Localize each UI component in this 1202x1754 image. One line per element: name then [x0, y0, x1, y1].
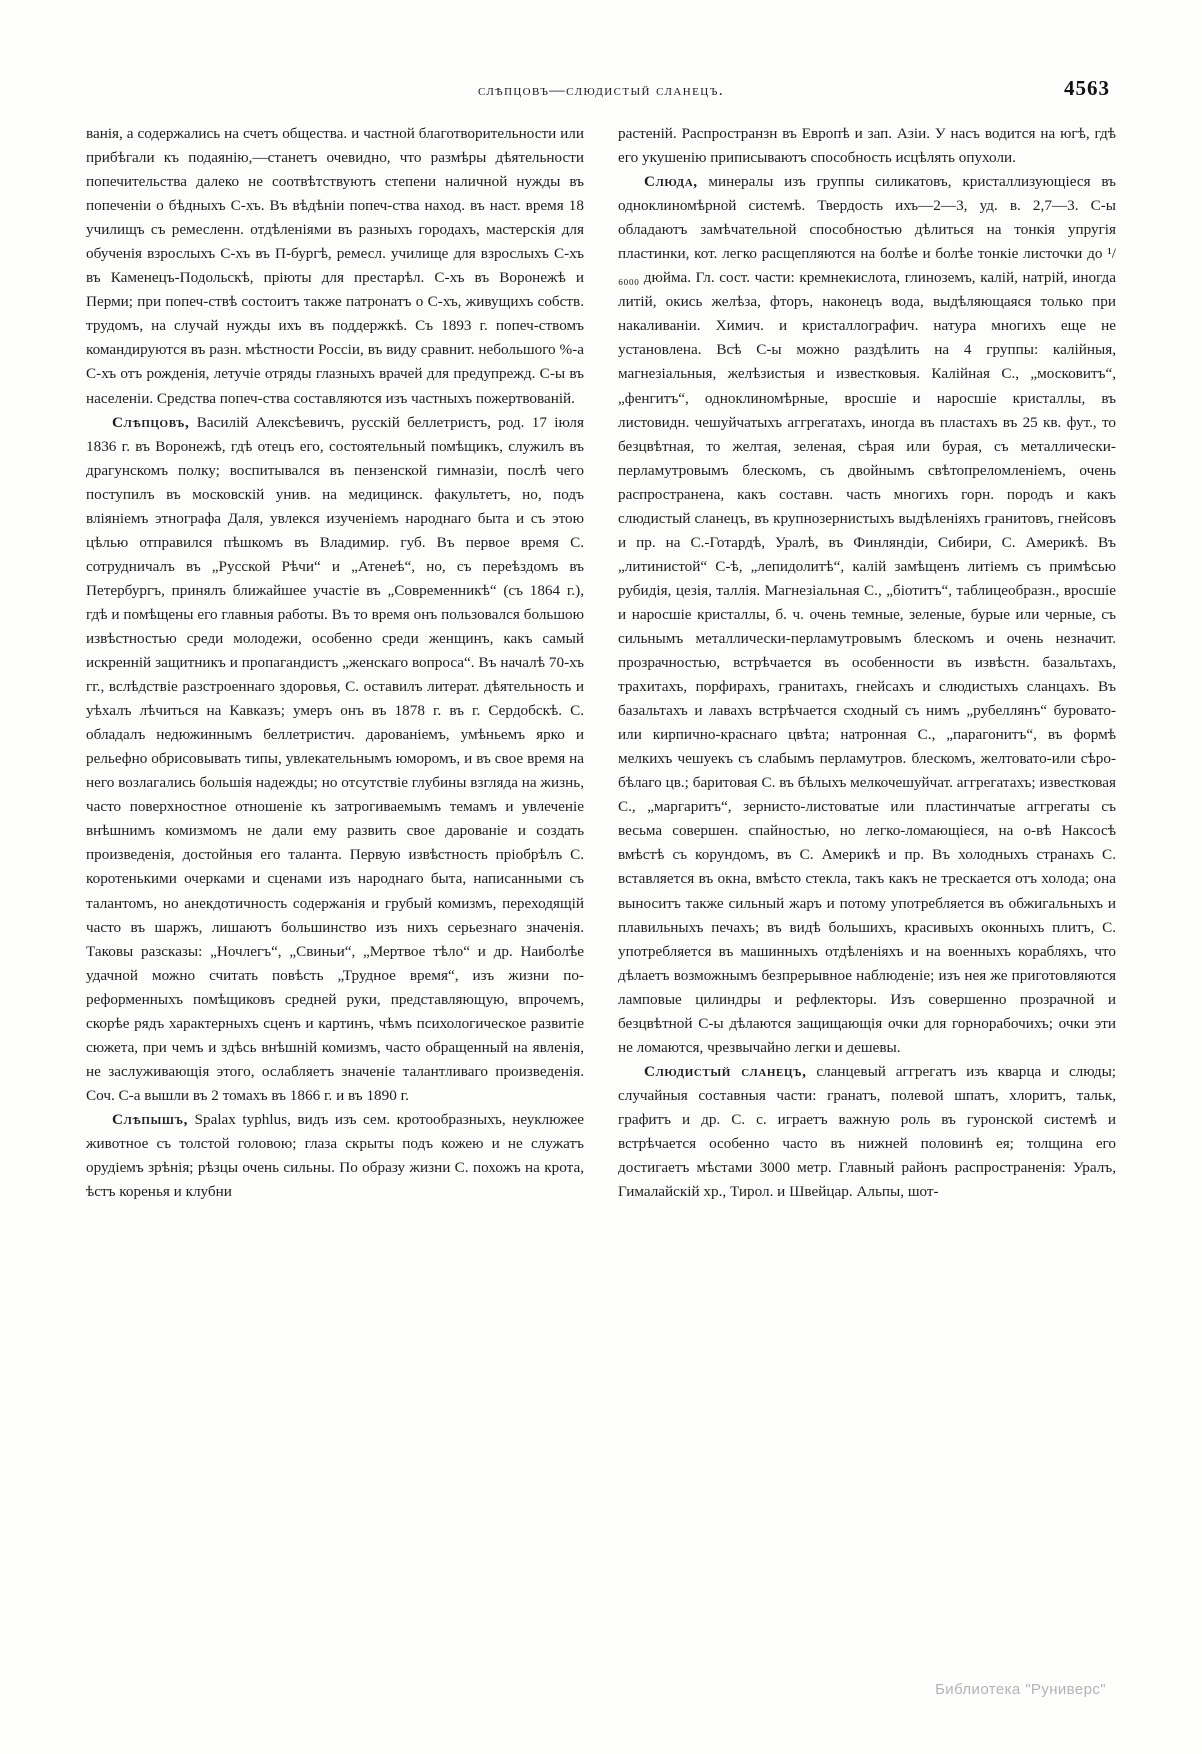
paragraph-continuation: ванія, а содержались на счетъ общества. и частной благотворительности или прибѣгали къ подаянію,—станетъ очевидно, что размѣры дѣятельности попечительства далеко не соотвѣтствуютъ степени наличной нужды въ попеченіи о бѣдныхъ С-хъ. Въ вѣдѣніи попеч-ства наход. въ наст. время 18 училищъ съ ремесленн. отдѣленіями въ разныхъ городахъ, мастерскія для обученія взрослыхъ С-хъ въ П-бургѣ, ремесл. училище для взрослыхъ С-хъ въ Каменецъ-Подольскѣ, пріюты для престарѣл. С-хъ въ Воронежѣ и Перми; при попеч-ствѣ состоитъ также патронатъ о С-хъ, живущихъ собств. трудомъ, на случай нужды ихъ въ поддержкѣ. Съ 1893 г. попеч-ствомъ командируются въ разн. мѣстности Россіи, въ виду сравнит. небольшого %-а С-хъ отъ рожденія, летучіе отряды глазныхъ врачей для предупрежд. С-ы въ населеніи. Средства попеч-ства составляются изъ частныхъ пожертвованій.: [86, 125, 584, 407]
library-watermark: Библиотека "Руниверс": [935, 1681, 1106, 1698]
paragraph-continuation: растеній. Распространзн въ Европѣ и зап. Азіи. У насъ водится на югѣ, гдѣ его укушенію приписываютъ способность исцѣлять опухоли.: [618, 125, 1116, 167]
entry-slepysh: Слѣпышъ, Spalax typhlus, видъ изъ сем. кротообразныхъ, неуклюжее животное съ толстой головою; глаза скрыты подъ кожею и не служатъ орудіемъ зрѣнія; рѣзцы очень сильны. По образу жизни С. похожъ на крота, ѣстъ коренья и клубни: [86, 1110, 584, 1201]
entry-slepcov: Слѣпцовъ, Василій Алексѣевичъ, русскій беллетристъ, род. 17 іюля 1836 г. въ Воронежѣ, гдѣ отецъ его, состоятельный помѣщикъ, служилъ въ драгунскомъ полку; воспитывался въ пензенской гимназіи, послѣ чего поступилъ въ московскій унив. на медицинск. факультетъ, но, подъ вліяніемъ этнографа Даля, увлекся изученіемъ народнаго быта и съ этою цѣлью отправился пѣшкомъ въ Владимир. губ. Въ первое время С. сотрудничалъ въ „Русской Рѣчи“ и „Атенеѣ“, но, съ переѣздомъ въ Петербургъ, принялъ ближайшее участіе въ „Современникѣ“ (съ 1864 г.), гдѣ и помѣщены его главныя работы. Въ то время онъ пользовался большою извѣстностью среди молодежи, особенно среди женщинъ, какъ самый искренній защитникъ и пропагандистъ „женскаго вопроса“. Въ началѣ 70-хъ гг., вслѣдствіе разстроеннаго здоровья, С. оставилъ литерат. дѣятельность и уѣхалъ лѣчиться на Кавказъ; умеръ онъ въ 1878 г. въ г. Сердобскѣ. С. обладалъ недюжиннымъ беллетристич. дарованіемъ, умѣньемъ ярко и рельефно обрисовывать типы, увлекательнымъ юморомъ, и въ свое время на него возлагались большія надежды; но отсутствіе глубины взгляда на жизнь, часто поверхностное отношеніе къ затрогиваемымъ темамъ и увлеченіе внѣшнимъ комизмомъ не дали ему развить свое дарованіе и создать произведенія, достойныя его таланта. Первую извѣстность пріобрѣлъ С. коротенькими очерками и сценами изъ народнаго быта, написанными съ талантомъ, но анекдотичность содержанія и грубый комизмъ, переходящій часто въ шаржъ, лишаютъ большинство изъ нихъ серьезнаго значенія. Таковы разсказы: „Ночлегъ“, „Свиньи“, „Мертвое тѣло“ и др. Наиболѣе удачной можно считать повѣсть „Трудное время“, изъ жизни по-реформенныхъ помѣщиковъ средней руки, представляющую, впрочемъ, скорѣе рядъ характерныхъ сценъ и картинъ, чѣмъ психологическое развитіе сюжета, при чемъ и здѣсь внѣшній комизмъ, часто обращенный на явленія, не заслуживающія этого, ослабляетъ значеніе талантливаго произведенія. Соч. С-а вышли въ 2 томахъ въ 1866 г. и въ 1890 г.: [86, 413, 584, 1104]
running-title: слѣпцовъ—слюдистый сланецъ.: [477, 82, 725, 99]
page-number: 4563: [1064, 76, 1110, 100]
two-column-body: [86, 122, 1116, 1522]
left-column: [86, 122, 584, 1522]
entry-slyudistiy-slanets: Слюдистый сланецъ, сланцевый аггрегатъ изъ кварца и слюды; случайныя составныя части: гранатъ, полевой шпатъ, хлоритъ, тальк, графитъ и др. С. с. играетъ важную роль въ гуронской системѣ и встрѣчается особенно часто въ нижней половинѣ ея; толщина его достигаетъ мѣстами 3000 метр. Главный районъ распространенія: Уралъ, Гималайскій хр., Тирол. и Швейцар. Альпы, шот-: [618, 1062, 1116, 1201]
page-header: [92, 76, 1110, 106]
entry-slyuda: Слюда, минералы изъ группы силикатовъ, кристаллизующіеся въ одноклиномѣрной системѣ. Твердость ихъ—2—3, уд. в. 2,7—3. С-ы обладаютъ замѣчательной способностью дѣлиться на тонкія упругія пластинки, кот. легко расщепляются на болѣе и болѣе тонкіе листочки до ¹/₆₀₀₀ дюйма. Гл. сост. части: кремнекислота, глиноземъ, калій, натрій, иногда литій, окись желѣза, фторъ, наконецъ вода, выдѣляющаяся только при накаливаніи. Химич. и кристаллографич. натура многихъ еще не установлена. Всѣ С-ы можно раздѣлить на 4 группы: калійныя, магнезіальныя, желѣзистыя и известковыя. Калійная С., „московитъ“, „фенгитъ“, одноклиномѣрные, вросшіе и наросшіе кристаллы, въ листовидн. чешуйчатыхъ аггрегатахъ, иногда въ пластахъ въ 25 кв. фут., то безцвѣтная, то желтая, зеленая, сѣрая или бурая, съ металлически-перламутровымъ блескомъ, съ двойнымъ свѣтопреломленіемъ, очень распространена, какъ составн. часть многихъ горн. породъ и какъ слюдистый сланецъ, въ крупнозернистыхъ выдѣленіяхъ гранитовъ, гнейсовъ и пр. на С.-Готардѣ, Уралѣ, въ Финляндіи, Сибири, С. Америкѣ. Въ „литинистой“ С-ѣ, „лепидолитѣ“, калій замѣщенъ литіемъ съ примѣсью рубидія, цезія, таллія. Магнезіальная С., „біотитъ“, таблицеобразн., вросшіе и наросшіе кристаллы, б. ч. очень темные, зеленые, бурые или черные, съ сильнымъ металлически-перламутровымъ блескомъ и очень незначит. прозрачностью, встрѣчается въ особенности въ извѣстн. базальтахъ, трахитахъ, порфирахъ, гранитахъ, гнейсахъ и слюдистыхъ сланцахъ. Въ базальтахъ и лавахъ встрѣчается сходный съ нимъ „рубеллянъ“ буровато-или кирпично-краснаго цвѣта; натронная С., „парагонитъ“, въ формѣ мелкихъ чешуекъ съ слабымъ перламутров. блескомъ, желтовато-или сѣро-бѣлаго цв.; баритовая С. въ бѣлыхъ мелкочешуйчат. аггрегатахъ; известковая С., „маргаритъ“, зернисто-листоватые или пластинчатые аггрегаты съ весьма совершен. спайностью, но легко-ломающіеся, на о-вѣ Наксосѣ вмѣстѣ съ корундомъ, въ С. Америкѣ и пр. Въ холодныхъ странахъ С. вставляется въ окна, вмѣсто стекла, такъ какъ не трескается отъ холода; она выноситъ также сильный жаръ и потому употребляется въ обжигальныхъ и плавильныхъ печахъ; въ видѣ большихъ, красивыхъ оконныхъ плитъ, С. употребляется въ машинныхъ отдѣленіяхъ и на военныхъ корабляхъ, что дѣлаетъ возможнымъ безпрерывное наблюденіе; изъ нея же приготовляются ламповые цилиндры и рефлекторы. Изъ совершенно прозрачной и безцвѣтной С-ы дѣлаются защищающія очки для горнорабочихъ; очки эти не ломаются, чрезвычайно легки и дешевы.: [618, 173, 1116, 1056]
right-column: [618, 122, 1116, 1522]
